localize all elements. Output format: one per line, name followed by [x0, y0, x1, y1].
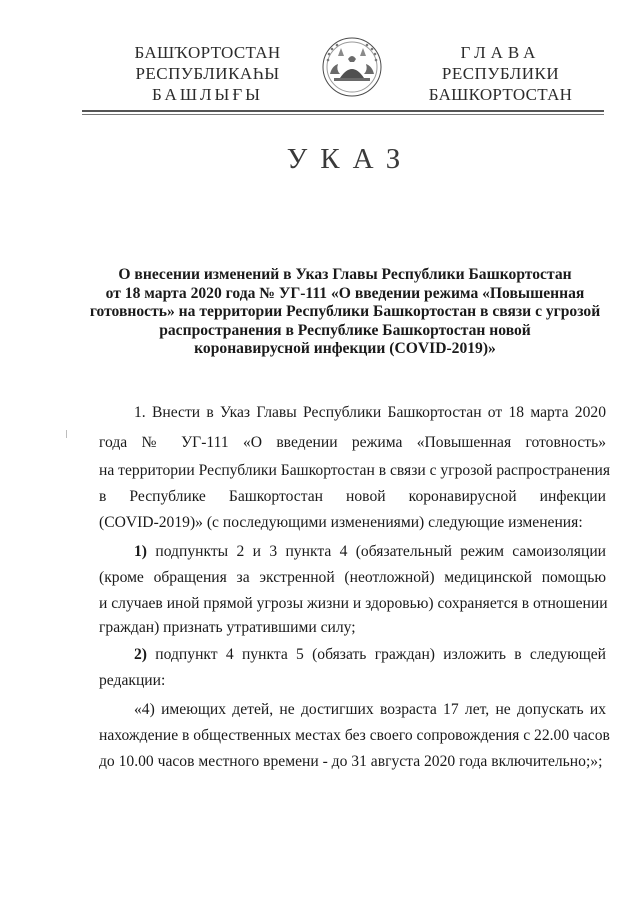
- letterhead-bashkir-line-3: БАШЛЫҒЫ: [152, 85, 263, 104]
- subject-line: от 18 марта 2020 года № УГ-111 «О введении режима «Повышенная: [105, 284, 585, 302]
- subject-line: коронавирусной инфекции (COVID-2019)»: [194, 340, 496, 357]
- quote-line: нахождение в общественных местах без своего сопровождения с 22.00 часов: [99, 727, 610, 744]
- margin-mark: [66, 430, 67, 438]
- letterhead-russian-line-2: РЕСПУБЛИКИ: [441, 64, 560, 83]
- subject-line: О внесении изменений в Указ Главы Республики Башкортостан: [118, 266, 572, 283]
- letterhead-bashkir: [120, 42, 295, 105]
- letterhead-bashkir-line-1: БАШҠОРТОСТАН: [134, 43, 281, 62]
- body-line: на территории Республики Башкортостан в связи с угрозой распространения: [99, 462, 611, 479]
- item-1-line: [134, 542, 606, 562]
- item-2-text: подпункт 4 пункта 5 (обязать граждан) изложить в следующей: [155, 646, 606, 663]
- item-2-line: [134, 645, 606, 665]
- body-line: (COVID-2019)» (с последующими изменениями) следующие изменения:: [99, 514, 583, 531]
- body-line: в Республике Башкортостан новой коронавирусной инфекции: [99, 488, 606, 505]
- body-line: и случаев иной прямой угрозы жизни и здоровью) сохраняется в отношении: [99, 595, 608, 612]
- letterhead-russian-line-3: БАШКОРТОСТАН: [428, 85, 573, 104]
- body-line: граждан) признать утратившими силу;: [99, 619, 356, 636]
- document-title: УКАЗ: [286, 143, 414, 175]
- item-1-number: 1): [134, 543, 147, 560]
- letterhead-russian-line-1: ГЛАВА: [460, 43, 541, 62]
- item-1-text: подпункты 2 и 3 пункта 4 (обязательный режим самоизоляции: [155, 543, 607, 560]
- letterhead-russian: [418, 42, 583, 105]
- subject-line: готовность» на территории Республики Башкортостан в связи с угрозой: [89, 303, 601, 320]
- subject-line: распространения в Республике Башкортостан новой: [159, 321, 531, 339]
- bashkortostan-emblem-icon: [318, 34, 386, 100]
- letterhead-rule-bottom: [82, 114, 604, 115]
- body-line: редакции:: [99, 672, 166, 689]
- document-subject: [80, 266, 610, 359]
- item-2-number: 2): [134, 646, 147, 663]
- letterhead-bashkir-line-2: РЕСПУБЛИКАҺЫ: [135, 64, 280, 83]
- body-line: 1. Внести в Указ Главы Республики Башкортостан от 18 марта 2020: [134, 404, 606, 421]
- body-line: (кроме обращения за экстренной (неотложной) медицинской помощью: [99, 569, 606, 586]
- quote-line: до 10.00 часов местного времени - до 31 августа 2020 года включительно;»;: [99, 753, 603, 770]
- quote-line: «4) имеющих детей, не достигших возраста 17 лет, не допускать их: [134, 701, 606, 718]
- letterhead-rule-top: [82, 110, 604, 112]
- body-line: года № УГ-111 «О введении режима «Повышенная готовность»: [99, 434, 606, 451]
